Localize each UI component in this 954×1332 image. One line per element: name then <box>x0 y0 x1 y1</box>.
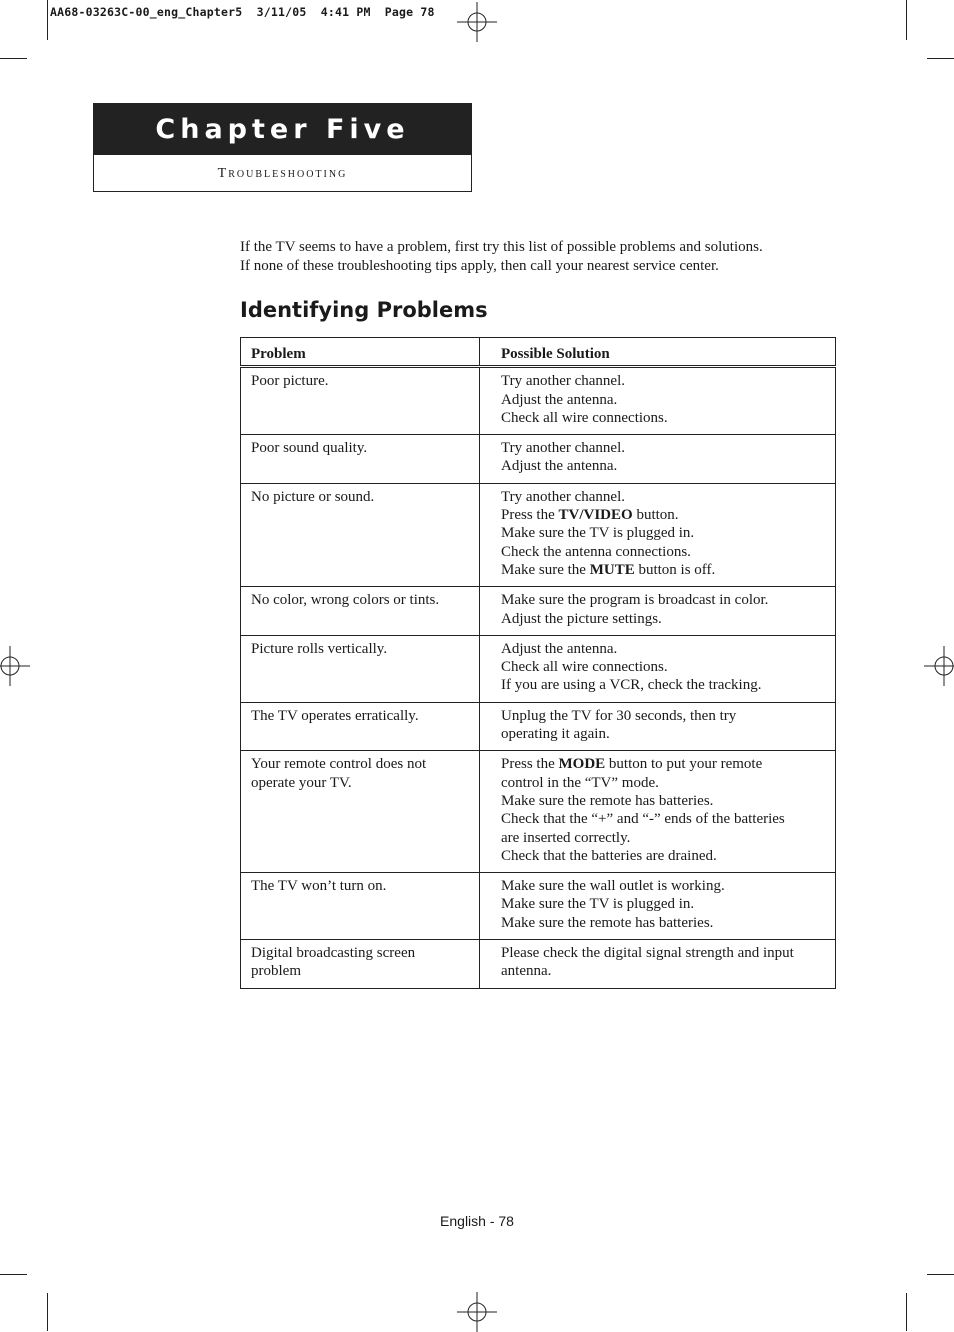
solution-line <box>501 561 831 579</box>
solution-text: Try another channel. <box>501 440 625 457</box>
table-row <box>241 873 836 940</box>
problem-text: The TV operates erratically. <box>251 707 419 724</box>
solution-text: button to put your remote <box>605 756 763 773</box>
solution-line <box>501 640 831 658</box>
crop-mark <box>906 1293 907 1331</box>
table-row <box>241 435 836 484</box>
solution-line <box>501 895 831 913</box>
solution-text: Make sure the remote has batteries. <box>501 914 714 931</box>
solution-line <box>501 524 831 542</box>
solution-line <box>501 810 831 828</box>
problem-text: The TV won’t turn on. <box>251 878 387 895</box>
solution-line <box>501 372 831 390</box>
solution-text: button is off. <box>634 561 716 578</box>
problem-cell <box>241 435 480 484</box>
registration-mark-icon <box>457 1292 497 1332</box>
solution-line <box>501 944 831 962</box>
solution-text: Try another channel. <box>501 488 625 505</box>
intro-line: If the TV seems to have a problem, first try this list of possible problems and solutions. <box>240 239 763 255</box>
solution-cell <box>480 873 836 940</box>
problem-cell <box>241 483 480 586</box>
problem-text: problem <box>251 963 301 980</box>
solution-text: Make sure the remote has batteries. <box>501 792 714 809</box>
table-row <box>241 483 836 586</box>
crop-mark <box>927 1274 954 1275</box>
solution-line <box>501 439 831 457</box>
header-problem: Problem <box>241 338 480 367</box>
solution-text: Adjust the antenna. <box>501 458 618 475</box>
table-row <box>241 940 836 989</box>
table-row <box>241 367 836 435</box>
problem-cell <box>241 940 480 989</box>
solution-line <box>501 755 831 773</box>
solution-line <box>501 610 831 628</box>
solution-text: Check that the “+” and “-” ends of the batteries <box>501 811 785 828</box>
troubleshooting-table <box>240 337 836 989</box>
problem-cell <box>241 587 480 636</box>
solution-cell <box>480 367 836 435</box>
solution-line <box>501 914 831 932</box>
solution-text: Make sure the TV is plugged in. <box>501 896 695 913</box>
intro-line: If none of these troubleshooting tips apply, then call your nearest service center. <box>240 257 719 274</box>
solution-line <box>501 707 831 725</box>
problem-cell <box>241 873 480 940</box>
solution-text: control in the “TV” mode. <box>501 774 659 791</box>
solution-text: Check all wire connections. <box>501 659 668 676</box>
solution-cell <box>480 435 836 484</box>
solution-cell <box>480 635 836 702</box>
solution-line <box>501 488 831 506</box>
solution-text: Press the <box>501 507 559 524</box>
solution-text: Check the antenna connections. <box>501 543 691 560</box>
page-footer: English - 78 <box>440 1213 514 1229</box>
chapter-header <box>93 103 472 192</box>
chapter-title: Chapter Five <box>94 104 471 155</box>
solution-line <box>501 962 831 980</box>
button-name-text: TV/VIDEO <box>558 507 633 524</box>
solution-text: Make sure the <box>501 561 590 578</box>
solution-line <box>501 774 831 792</box>
solution-line <box>501 658 831 676</box>
solution-cell <box>480 483 836 586</box>
solution-text: Press the <box>501 756 559 773</box>
solution-line <box>501 725 831 743</box>
solution-cell <box>480 702 836 751</box>
header-solution: Possible Solution <box>480 338 836 367</box>
solution-line <box>501 409 831 427</box>
table-row <box>241 702 836 751</box>
registration-mark-icon <box>0 646 30 686</box>
button-name-text: MODE <box>558 756 606 773</box>
crop-mark <box>47 1293 48 1331</box>
section-heading: Identifying Problems <box>240 298 488 322</box>
solution-text: Please check the digital signal strength and input <box>501 945 794 962</box>
crop-mark <box>0 58 27 59</box>
problem-cell <box>241 702 480 751</box>
solution-line <box>501 506 831 524</box>
solution-text: Check that the batteries are drained. <box>501 847 717 864</box>
solution-text: antenna. <box>501 963 552 980</box>
problem-text: Digital broadcasting screen <box>251 945 416 962</box>
table-row <box>241 751 836 873</box>
solution-text: are inserted correctly. <box>501 829 631 846</box>
table-row <box>241 635 836 702</box>
solution-text: button. <box>632 507 679 524</box>
problem-cell <box>241 635 480 702</box>
solution-text: Make sure the TV is plugged in. <box>501 525 695 542</box>
problem-cell <box>241 367 480 435</box>
problem-text: No color, wrong colors or tints. <box>251 592 440 609</box>
print-slug: AA68-03263C-00_eng_Chapter5 3/11/05 4:41 PM Page 78 <box>50 5 435 19</box>
solution-line <box>501 847 831 865</box>
solution-line <box>501 543 831 561</box>
solution-text: Unplug the TV for 30 seconds, then try <box>501 707 737 724</box>
problem-text: Poor picture. <box>251 373 329 390</box>
solution-text: If you are using a VCR, check the tracking. <box>501 677 762 694</box>
button-name-text: MUTE <box>589 561 635 578</box>
solution-text: Adjust the antenna. <box>501 640 618 657</box>
solution-text: Adjust the antenna. <box>501 391 618 408</box>
solution-line <box>501 792 831 810</box>
table-body <box>241 367 836 988</box>
solution-line <box>501 676 831 694</box>
solution-line <box>501 877 831 895</box>
crop-mark <box>47 0 48 40</box>
problem-text: Picture rolls vertically. <box>251 640 388 657</box>
problem-cell <box>241 751 480 873</box>
solution-line <box>501 829 831 847</box>
table-row <box>241 587 836 636</box>
crop-mark <box>927 58 954 59</box>
crop-mark <box>0 1274 27 1275</box>
intro-paragraph <box>240 238 840 275</box>
solution-line <box>501 591 831 609</box>
crop-mark <box>906 0 907 40</box>
solution-cell <box>480 587 836 636</box>
solution-text: Try another channel. <box>501 373 625 390</box>
solution-cell <box>480 751 836 873</box>
solution-text: Make sure the program is broadcast in color. <box>501 592 769 609</box>
problem-text: Poor sound quality. <box>251 440 368 457</box>
table-header-row <box>241 338 836 367</box>
chapter-subtitle: Troubleshooting <box>217 165 348 181</box>
problem-text: No picture or sound. <box>251 488 375 505</box>
problem-text: Your remote control does not <box>251 756 427 773</box>
solution-text: Make sure the wall outlet is working. <box>501 878 725 895</box>
solution-text: Adjust the picture settings. <box>501 610 662 627</box>
registration-mark-icon <box>457 2 497 42</box>
solution-line <box>501 391 831 409</box>
problem-text: operate your TV. <box>251 774 352 791</box>
solution-text: operating it again. <box>501 726 610 743</box>
solution-line <box>501 457 831 475</box>
solution-cell <box>480 940 836 989</box>
registration-mark-icon <box>924 646 954 686</box>
solution-text: Check all wire connections. <box>501 409 668 426</box>
